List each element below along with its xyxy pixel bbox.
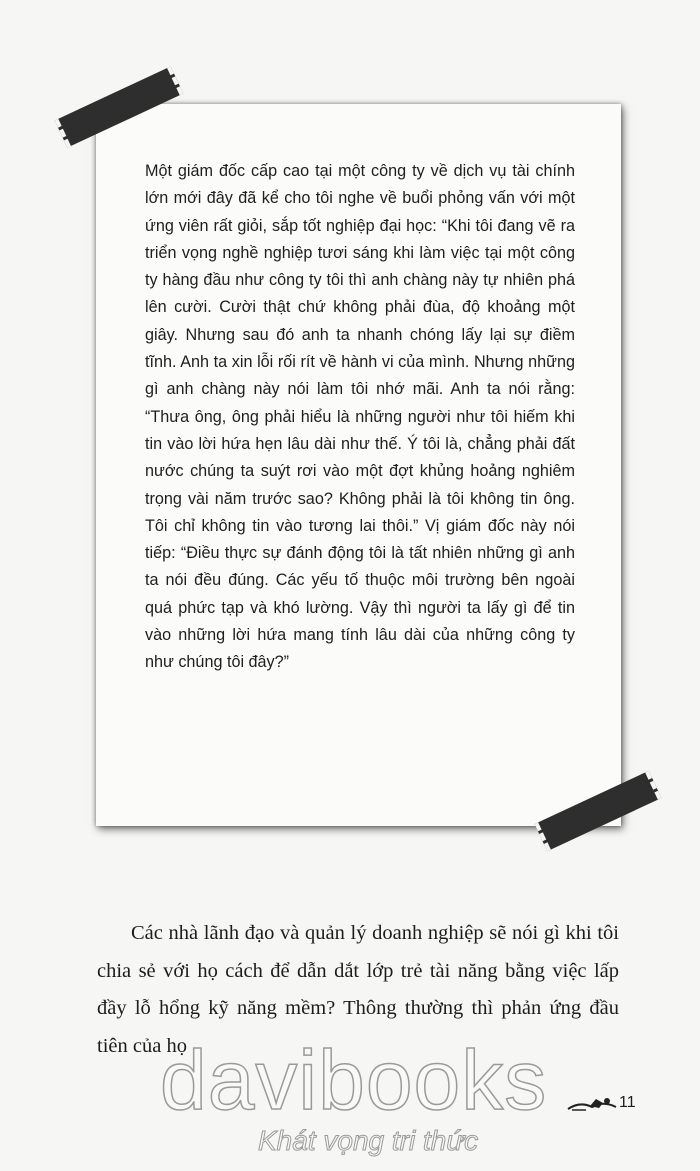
body-paragraph: Các nhà lãnh đạo và quản lý doanh nghiệp sẽ nói gì khi tôi chia sẻ với họ cách để dẫn dắt lớp trẻ tài năng bằng việc lấp đầy lỗ hổng kỹ năng mềm? Thông thường thì phản ứng đầu tiên của họ (97, 922, 619, 1057)
page-number: 11 (619, 1094, 636, 1111)
watermark-brand: davibooks (160, 1033, 548, 1127)
note-quote-text: Một giám đốc cấp cao tại một công ty về dịch vụ tài chính lớn mới đây đã kể cho tôi nghe về buổi phỏng vấn với một ứng viên rất giỏi, sắp tốt nghiệp đại học: “Khi tôi đang vẽ ra triển vọng nghề nghiệp tươi sáng khi làm việc tại một công ty hàng đầu như công ty tôi thì anh chàng này tự nhiên phá lên cười. Cười thật chứ không phải đùa, độ khoảng một giây. Nhưng sau đó anh ta nhanh chóng lấy lại sự điềm tĩnh. Anh ta xin lỗi rối rít về hành vi của mình. Nhưng những gì anh chàng này nói làm tôi nhớ mãi. Anh ta nói rằng: “Thưa ông, ông phải hiểu là những người như tôi hiếm khi tin vào lời hứa hẹn lâu dài như thế. Ý tôi là, chẳng phải đất nước chúng ta suýt rơi vào một đợt khủng hoảng nghiêm trọng vài năm trước sao? Không phải là tôi không tin ông. Tôi chỉ không tin vào tương lai thôi.” Vị giám đốc này nói tiếp: “Điều thực sự đánh động tôi là tất nhiên những gì anh ta nói đều đúng. Các yếu tố thuộc môi trường bên ngoài quá phức tạp và khó lường. Vậy thì người ta lấy gì để tin vào những lời hứa mang tính lâu dài của những công ty như chúng tôi đây?” (145, 162, 575, 672)
watermark-tagline: Khát vọng tri thức (258, 1125, 479, 1156)
reading-figure-icon (566, 1095, 622, 1113)
